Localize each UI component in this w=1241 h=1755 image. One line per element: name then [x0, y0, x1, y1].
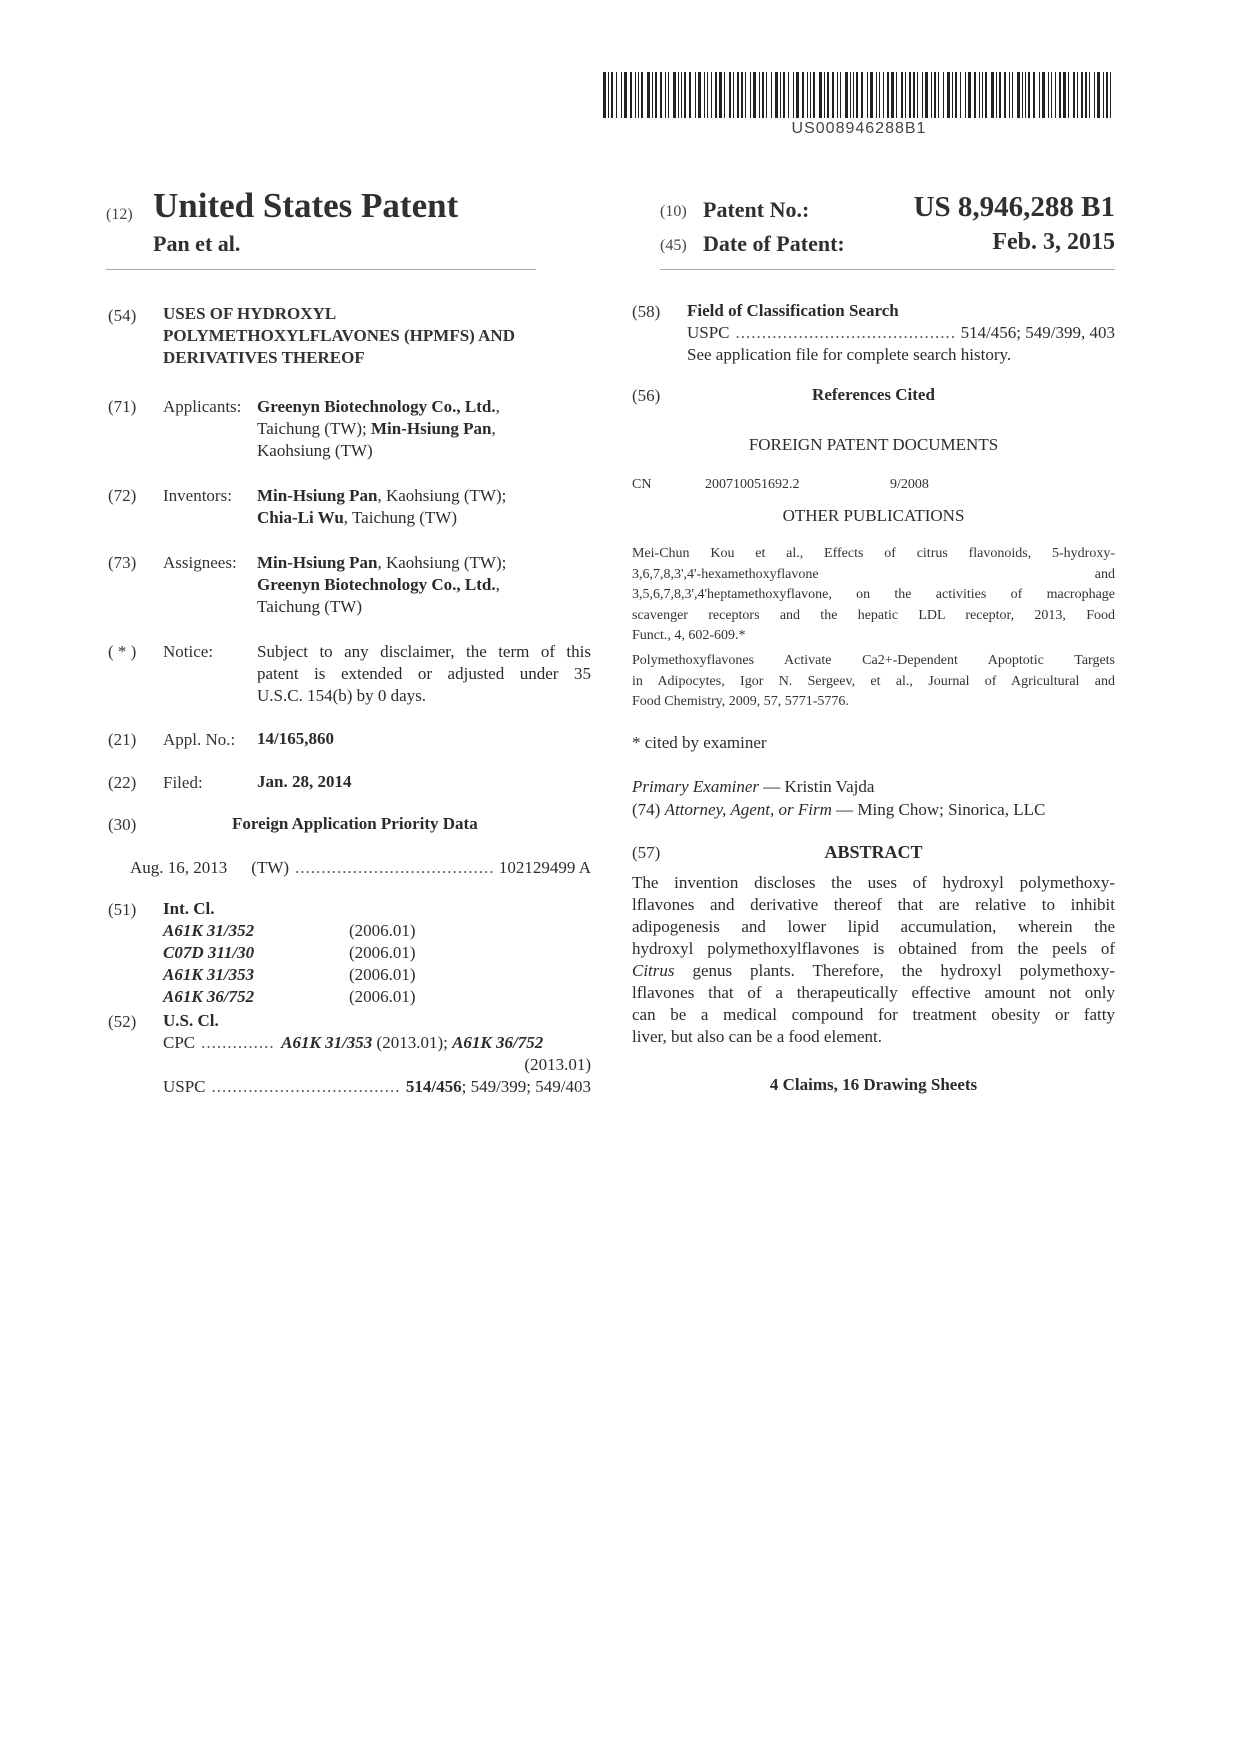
- barcode-bar: [1110, 72, 1111, 118]
- attorney-name: Ming Chow; Sinorica, LLC: [857, 800, 1046, 819]
- dash: —: [759, 777, 785, 796]
- barcode-bar: [704, 72, 705, 118]
- barcode-bar: [952, 72, 953, 118]
- barcode-bar: [1103, 72, 1104, 118]
- priority-country: (TW): [251, 858, 290, 877]
- cpc-class: A61K 31/353: [281, 1033, 373, 1052]
- barcode-bar: [638, 72, 639, 118]
- barcode-bar: [856, 72, 858, 118]
- barcode-bar: [1051, 72, 1052, 118]
- barcode-bar: [707, 72, 708, 118]
- publication-2: [632, 651, 1115, 713]
- barcode-bar: [925, 72, 928, 118]
- uscl-uspc-row: [163, 1076, 591, 1098]
- barcode-bar: [780, 72, 781, 118]
- pub-line: and: [1094, 566, 1115, 582]
- cn-label: CN: [632, 477, 652, 492]
- pub-line: Polymethoxyflavones Activate Ca2+-Dependent Apoptotic Targets: [632, 653, 1115, 668]
- notice-line: patent is extended or adjusted under 35: [257, 664, 591, 683]
- barcode-bar: [766, 72, 767, 118]
- applicant-location: Taichung (TW);: [257, 419, 371, 438]
- barcode-bar: [678, 72, 679, 118]
- assignees-block: [257, 552, 506, 618]
- primary-examiner-name: Kristin Vajda: [784, 777, 875, 796]
- barcode-bar: [947, 72, 950, 118]
- applicant-location: Kaohsiung (TW): [257, 441, 373, 460]
- barcode: [603, 72, 1115, 118]
- inventor-name: Chia-Li Wu: [257, 508, 344, 527]
- assignee-location: , Kaohsiung (TW);: [377, 553, 507, 572]
- barcode-bar: [737, 72, 739, 118]
- refs-heading: References Cited: [812, 385, 935, 404]
- abstract-line: can be a medical compound for treatment obesity or fatty: [632, 1005, 1115, 1024]
- barcode-bar: [901, 72, 903, 118]
- barcode-bar: [750, 72, 751, 118]
- applicants-code: (71): [108, 397, 137, 416]
- barcode-bar: [655, 72, 657, 118]
- applicants-block: [257, 396, 500, 462]
- patent-no-code: (10): [660, 203, 687, 220]
- barcode-bar: [883, 72, 884, 118]
- abstract-line: lflavones that of a therapeutically effective amount not only: [632, 983, 1115, 1002]
- primary-examiner: [632, 776, 874, 798]
- barcode-bar: [689, 72, 691, 118]
- field-heading: Field of Classification Search: [687, 301, 899, 320]
- invention-title-line: DERIVATIVES THEREOF: [163, 348, 365, 367]
- field-uspc-value: 514/456; 549/399, 403: [960, 323, 1115, 342]
- barcode-bar: [1042, 72, 1045, 118]
- uscl-code: (52): [108, 1012, 137, 1031]
- barcode-bar: [630, 72, 632, 118]
- refs-code: (56): [632, 386, 661, 405]
- barcode-bar: [729, 72, 731, 118]
- barcode-bar: [603, 72, 606, 118]
- barcode-bar: [887, 72, 889, 118]
- intcl-class: C07D 311/30: [163, 943, 255, 962]
- barcode-bar: [1085, 72, 1087, 118]
- barcode-bar: [968, 72, 971, 118]
- appl-label: Appl. No.:: [163, 730, 236, 749]
- applicant-name: Greenyn Biotechnology Co., Ltd.: [257, 397, 496, 416]
- other-pubs-heading: OTHER PUBLICATIONS: [782, 506, 965, 525]
- cn-number: 200710051692.2: [705, 477, 800, 492]
- dot-leader: [212, 1076, 400, 1098]
- barcode-bar: [1004, 72, 1006, 118]
- barcode-bar: [684, 72, 686, 118]
- barcode-bar: [917, 72, 918, 118]
- priority-number: 102129499 A: [498, 858, 591, 877]
- barcode-bar: [1059, 72, 1061, 118]
- barcode-bar: [1063, 72, 1066, 118]
- barcode-bar: [922, 72, 923, 118]
- genus-name: Citrus: [632, 961, 675, 980]
- cpc-version-wrap: (2013.01): [524, 1055, 591, 1074]
- barcode-bar: [832, 72, 834, 118]
- barcode-bar: [827, 72, 829, 118]
- pub-line: 3,6,7,8,3',4'-hexamethoxyflavone: [632, 566, 819, 582]
- barcode-bar: [1068, 72, 1069, 118]
- cpc-version: (2013.01);: [372, 1033, 453, 1052]
- barcode-bar: [999, 72, 1001, 118]
- barcode-bar: [807, 72, 808, 118]
- barcode-bar: [870, 72, 873, 118]
- intcl-class: A61K 36/752: [163, 987, 255, 1006]
- intcl-version: (2006.01): [349, 987, 416, 1006]
- barcode-bar: [1017, 72, 1020, 118]
- barcode-bar: [974, 72, 976, 118]
- barcode-bar: [810, 72, 811, 118]
- dot-leader: [736, 322, 955, 344]
- invention-title-line: USES OF HYDROXYL: [163, 304, 337, 323]
- filed-label: Filed:: [163, 773, 203, 792]
- field-uspc-row: [687, 322, 1115, 344]
- barcode-bar: [876, 72, 877, 118]
- barcode-bar: [813, 72, 815, 118]
- header-rule-right: [660, 269, 1115, 270]
- filed-code: (22): [108, 773, 137, 792]
- first-inventor-short: Pan et al.: [153, 231, 241, 256]
- barcode-bar: [996, 72, 997, 118]
- barcode-bar: [1009, 72, 1010, 118]
- barcode-bar: [673, 72, 676, 118]
- cpc-label: CPC: [163, 1033, 196, 1052]
- barcode-bar: [824, 72, 825, 118]
- uspc-rest: ; 549/399; 549/403: [461, 1077, 591, 1096]
- header-rule-left: [106, 269, 536, 270]
- pub-line: Funct., 4, 602-609.*: [632, 628, 746, 643]
- cited-by-examiner: * cited by examiner: [632, 733, 767, 752]
- pub-line: 3,5,6,7,8,3',4'heptamethoxyflavone, on the activities of macrophage: [632, 587, 1115, 602]
- abstract-code: (57): [632, 843, 661, 862]
- notice-line: U.S.C. 154(b) by 0 days.: [257, 686, 427, 705]
- barcode-bar: [759, 72, 760, 118]
- abstract-text: [632, 872, 1115, 1048]
- notice-text: [257, 641, 591, 707]
- barcode-bar: [879, 72, 880, 118]
- barcode-bar: [753, 72, 756, 118]
- barcode-bar: [1073, 72, 1075, 118]
- attorney: [632, 799, 1045, 821]
- punct: ,: [495, 397, 500, 416]
- barcode-number: US008946288B1: [791, 120, 927, 137]
- barcode-bar: [1081, 72, 1083, 118]
- appl-code: (21): [108, 730, 137, 749]
- notice-line: Subject to any disclaimer, the term of this: [257, 642, 591, 661]
- barcode-bar: [1028, 72, 1030, 118]
- foreign-docs-heading: FOREIGN PATENT DOCUMENTS: [748, 435, 999, 454]
- assignee-location: Taichung (TW): [257, 597, 363, 616]
- barcode-bar: [796, 72, 799, 118]
- field-uspc-label: USPC: [687, 323, 730, 342]
- barcode-bar: [850, 72, 851, 118]
- filed-value: Jan. 28, 2014: [257, 772, 352, 791]
- barcode-bar: [909, 72, 911, 118]
- date-of-patent-code: (45): [660, 237, 687, 254]
- patent-no-value: US 8,946,288 B1: [913, 191, 1115, 223]
- intcl-version: (2006.01): [349, 921, 416, 940]
- intcl-label: Int. Cl.: [163, 899, 215, 918]
- barcode-bar: [715, 72, 717, 118]
- priority-code: (30): [108, 815, 137, 834]
- punct: ,: [495, 575, 500, 594]
- barcode-bar: [1106, 72, 1108, 118]
- barcode-bar: [647, 72, 650, 118]
- barcode-bar: [1077, 72, 1078, 118]
- intcl-version: (2006.01): [349, 965, 416, 984]
- abstract-line: hydroxyl polymethoxylflavones is obtained from the peels of: [632, 939, 1115, 958]
- barcode-bar: [913, 72, 915, 118]
- header-code-12: (12): [106, 206, 133, 223]
- barcode-bar: [652, 72, 653, 118]
- barcode-bar: [775, 72, 778, 118]
- barcode-bar: [719, 72, 722, 118]
- barcode-bar: [934, 72, 936, 118]
- barcode-bar: [762, 72, 764, 118]
- uspc-label: USPC: [163, 1077, 206, 1096]
- claims-summary: 4 Claims, 16 Drawing Sheets: [769, 1075, 978, 1094]
- barcode-bar: [982, 72, 983, 118]
- patent-no-label: Patent No.:: [703, 197, 810, 222]
- inventors-block: [257, 485, 506, 529]
- pub-line: scavenger receptors and the hepatic LDL receptor, 2013, Food: [632, 607, 1115, 623]
- pub-line: Food Chemistry, 2009, 57, 5771-5776.: [632, 694, 849, 709]
- primary-examiner-label: Primary Examiner: [632, 777, 760, 796]
- barcode-bar: [837, 72, 838, 118]
- barcode-bar: [711, 72, 712, 118]
- pub-line: in Adipocytes, Igor N. Sergeev, et al., Journal of Agricultural and: [632, 673, 1115, 689]
- inventors-code: (72): [108, 486, 137, 505]
- barcode-bar: [1025, 72, 1026, 118]
- uspc-main: 514/456: [405, 1077, 462, 1096]
- abstract-line: liver, but also can be a food element.: [632, 1027, 882, 1046]
- intcl-list: [163, 920, 416, 1008]
- barcode-bar: [660, 72, 662, 118]
- abstract-line: [632, 960, 1115, 982]
- barcode-bar: [1039, 72, 1040, 118]
- assignees-code: (73): [108, 553, 137, 572]
- barcode-bar: [793, 72, 794, 118]
- dash: —: [831, 800, 858, 819]
- document-title: United States Patent: [153, 186, 459, 225]
- barcode-bar: [783, 72, 785, 118]
- barcode-bar: [840, 72, 841, 118]
- barcode-bar: [741, 72, 743, 118]
- priority-heading: Foreign Application Priority Data: [232, 814, 478, 833]
- barcode-bar: [931, 72, 932, 118]
- barcode-bar: [1022, 72, 1023, 118]
- barcode-bar: [635, 72, 636, 118]
- notice-code: ( * ): [108, 642, 137, 661]
- barcode-bar: [641, 72, 643, 118]
- dot-leader: [295, 857, 493, 879]
- dot-leader: [201, 1032, 275, 1054]
- pub-line: Mei-Chun Kou et al., Effects of citrus flavonoids, 5-hydroxy-: [632, 546, 1115, 561]
- applicant-name: Min-Hsiung Pan: [371, 419, 492, 438]
- attorney-code: (74): [632, 800, 661, 819]
- intcl-class: A61K 31/352: [163, 921, 255, 940]
- barcode-bar: [955, 72, 957, 118]
- intcl-version: (2006.01): [349, 943, 416, 962]
- barcode-bar: [991, 72, 994, 118]
- invention-title-line: POLYMETHOXYLFLAVONES (HPMFS) AND: [163, 326, 515, 345]
- barcode-bar: [1094, 72, 1095, 118]
- date-of-patent-label: Date of Patent:: [703, 231, 845, 256]
- priority-row: [130, 857, 591, 879]
- barcode-bar: [845, 72, 848, 118]
- abstract-heading: ABSTRACT: [824, 842, 923, 862]
- barcode-bar: [1048, 72, 1049, 118]
- barcode-bar: [896, 72, 897, 118]
- barcode-bar: [665, 72, 666, 118]
- assignee-name: Greenyn Biotechnology Co., Ltd.: [257, 575, 496, 594]
- inventor-location: , Kaohsiung (TW);: [377, 486, 507, 505]
- notice-label: Notice:: [163, 642, 214, 661]
- barcode-bar: [867, 72, 868, 118]
- abstract-line-rest: genus plants. Therefore, the hydroxyl polymethoxy-: [674, 961, 1115, 980]
- barcode-bar: [668, 72, 669, 118]
- cpc-class: A61K 36/752: [452, 1033, 544, 1052]
- invention-title: [163, 303, 515, 369]
- attorney-label: Attorney, Agent, or Firm: [664, 800, 832, 819]
- barcode-bar: [608, 72, 609, 118]
- barcode-bar: [1097, 72, 1100, 118]
- barcode-bar: [698, 72, 701, 118]
- field-code: (58): [632, 302, 661, 321]
- barcode-bar: [1012, 72, 1013, 118]
- barcode-bar: [819, 72, 822, 118]
- inventor-name: Min-Hsiung Pan: [257, 486, 378, 505]
- barcode-bar: [965, 72, 966, 118]
- barcode-bar: [985, 72, 987, 118]
- abstract-line: The invention discloses the uses of hydroxyl polymethoxy-: [632, 873, 1115, 892]
- barcode-bar: [1033, 72, 1035, 118]
- barcode-bar: [853, 72, 854, 118]
- barcode-bar: [938, 72, 939, 118]
- barcode-bar: [891, 72, 894, 118]
- assignees-label: Assignees:: [163, 553, 237, 572]
- abstract-line: adipogenesis and lower lipid accumulation, wherein the: [632, 917, 1115, 936]
- barcode-bar: [960, 72, 961, 118]
- inventor-location: , Taichung (TW): [343, 508, 457, 527]
- intcl-class: A61K 31/353: [163, 965, 255, 984]
- priority-date: Aug. 16, 2013: [130, 858, 228, 877]
- punct: ,: [491, 419, 496, 438]
- barcode-bar: [624, 72, 627, 118]
- appl-value: 14/165,860: [257, 729, 334, 748]
- intcl-code: (51): [108, 900, 137, 919]
- barcode-bar: [1055, 72, 1056, 118]
- cn-date: 9/2008: [890, 477, 929, 492]
- barcode-bar: [621, 72, 622, 118]
- title-code: (54): [108, 306, 137, 325]
- assignee-name: Min-Hsiung Pan: [257, 553, 378, 572]
- barcode-bar: [1089, 72, 1090, 118]
- barcode-bar: [943, 72, 944, 118]
- barcode-bar: [979, 72, 980, 118]
- barcode-bar: [695, 72, 696, 118]
- uscl-label: U.S. Cl.: [163, 1011, 219, 1030]
- barcode-bar: [611, 72, 613, 118]
- inventors-label: Inventors:: [163, 486, 232, 505]
- barcode-bar: [788, 72, 789, 118]
- cpc-row: [163, 1032, 591, 1054]
- barcode-bar: [905, 72, 906, 118]
- barcode-bar: [745, 72, 746, 118]
- barcode-bar: [724, 72, 725, 118]
- barcode-bar: [616, 72, 617, 118]
- date-of-patent-value: Feb. 3, 2015: [992, 229, 1115, 255]
- barcode-bar: [861, 72, 863, 118]
- barcode-bar: [802, 72, 804, 118]
- barcode-bar: [681, 72, 682, 118]
- abstract-line: lflavones and derivative thereof that are relative to inhibit: [632, 895, 1115, 914]
- field-note: See application file for complete search history.: [687, 345, 1012, 364]
- barcode-bar: [733, 72, 734, 118]
- barcode-bar: [771, 72, 772, 118]
- publication-1: [632, 544, 1115, 647]
- applicants-label: Applicants:: [163, 397, 242, 416]
